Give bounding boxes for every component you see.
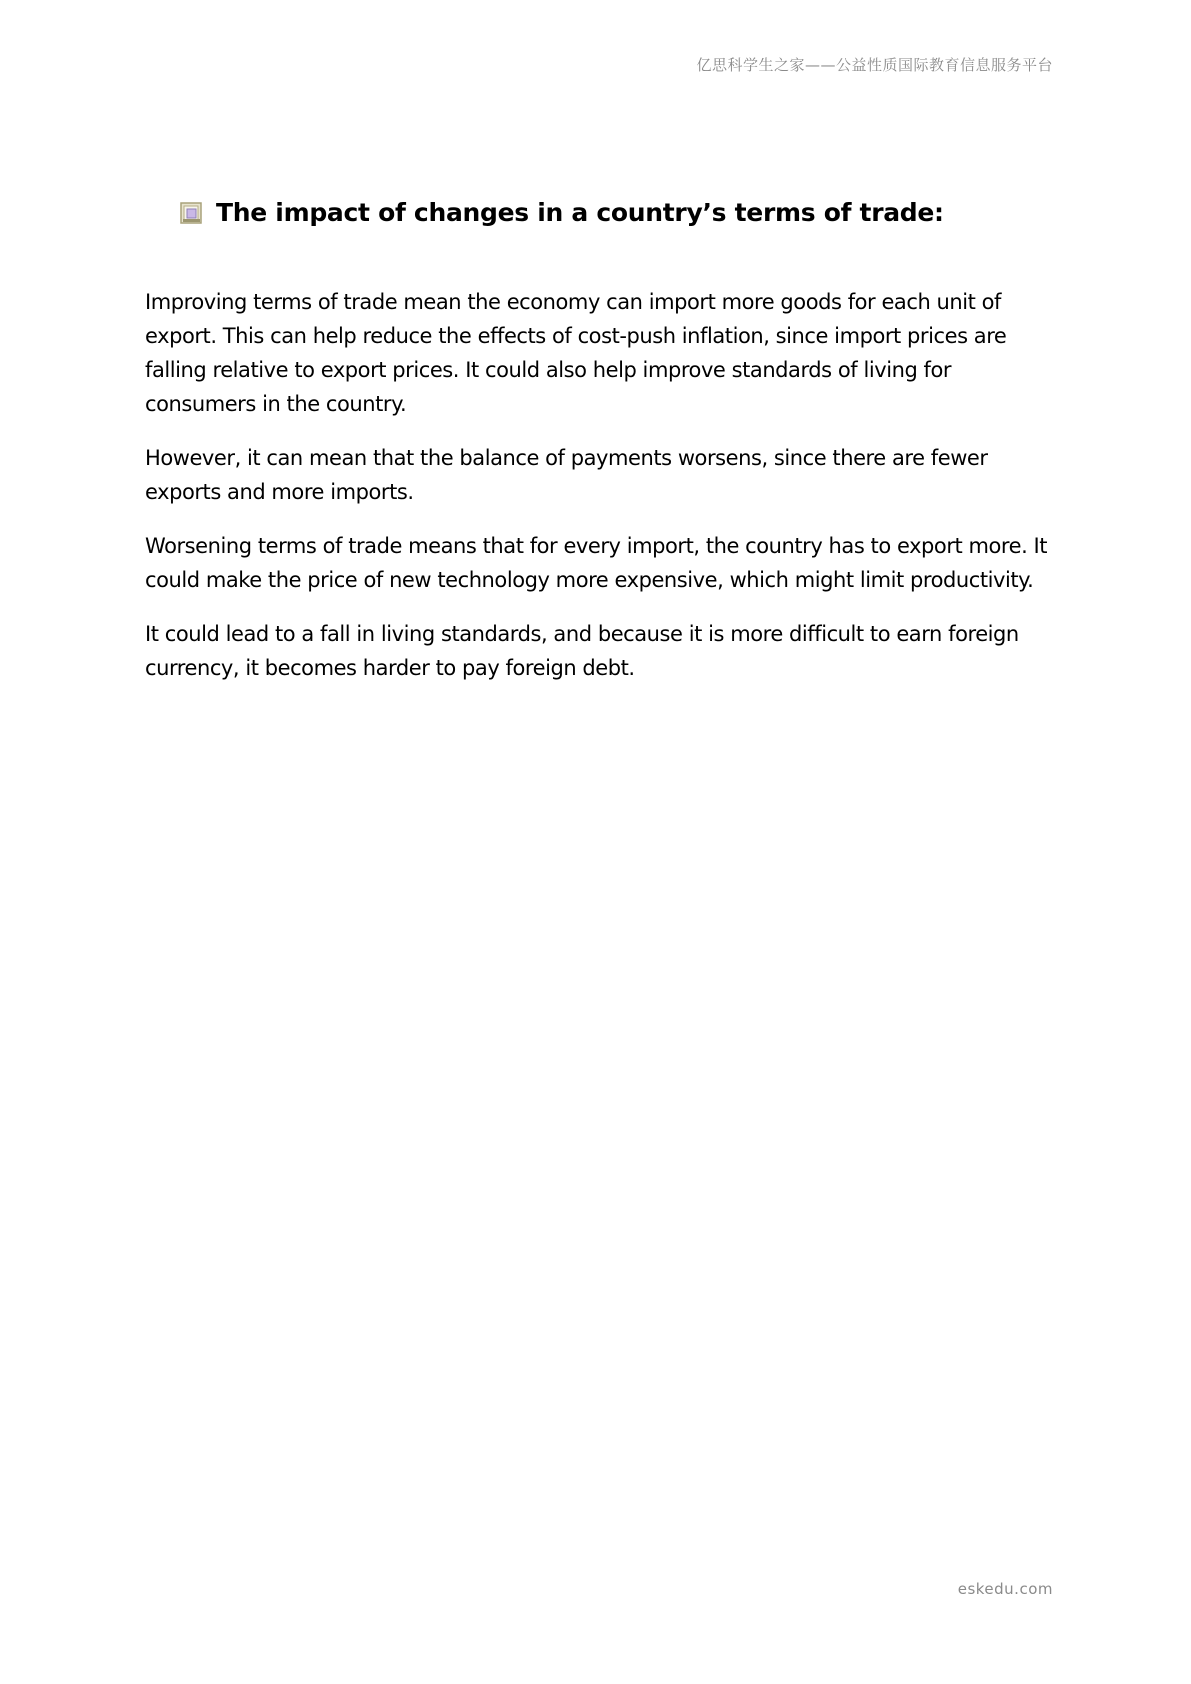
section-heading-row: [180, 198, 944, 227]
paragraph: Worsening terms of trade means that for every import, the country has to export more. It could make the price of new technology more expensive, which might limit productivity.: [145, 534, 1048, 592]
body-text: [145, 285, 1065, 705]
document-bullet-icon: [180, 202, 202, 224]
paragraph: It could lead to a fall in living standards, and because it is more difficult to earn foreign currency, it becomes harder to pay foreign debt.: [145, 622, 1019, 680]
section-heading: The impact of changes in a country’s terms of trade:: [216, 198, 944, 227]
paragraph: However, it can mean that the balance of payments worsens, since there are fewer exports and more imports.: [145, 446, 988, 504]
paragraph: Improving terms of trade mean the economy can import more goods for each unit of export. This can help reduce the effects of cost-push inflation, since import prices are falling relative to export prices. It could also help improve standards of living for consumers in the country.: [145, 290, 1007, 416]
page-footer: eskedu.com: [957, 1580, 1053, 1598]
page-header: 亿思科学生之家——公益性质国际教育信息服务平台: [696, 56, 1053, 74]
